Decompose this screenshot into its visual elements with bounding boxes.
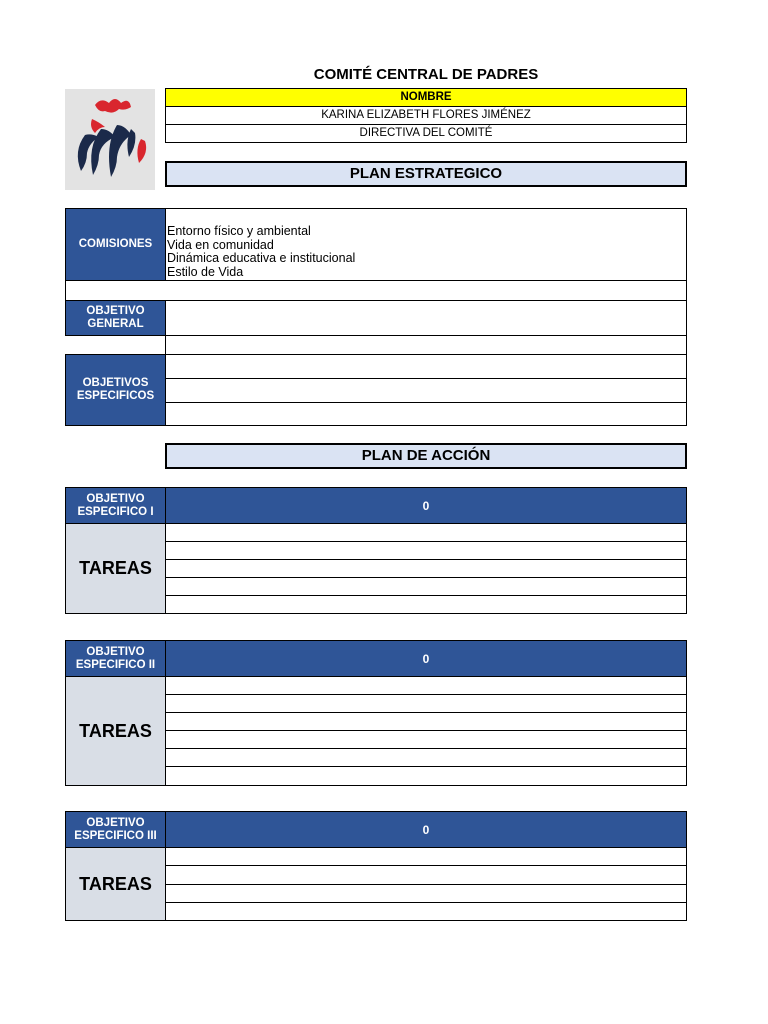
tarea-row[interactable] [165,577,687,596]
tarea-row[interactable] [165,541,687,560]
page-title: COMITÉ CENTRAL DE PADRES [313,66,539,83]
logo [65,89,155,190]
tarea-row[interactable] [165,694,687,713]
nombre-label: NOMBRE [165,88,687,107]
comisiones-list [165,208,687,281]
plan-accion-title: PLAN DE ACCIÓN [165,443,687,469]
rooster-logo-icon [65,89,155,190]
objetivo-especifico-3-label: OBJETIVO ESPECIFICO III [65,811,166,848]
objetivo-especifico-2-label: OBJETIVO ESPECIFICO II [65,640,166,677]
objetivo-especifico-2-value: 0 [165,640,687,677]
plan-estrategico-title: PLAN ESTRATEGICO [165,161,687,187]
objetivo-especifico-cell[interactable] [165,378,687,403]
objetivo-especifico-cell[interactable] [165,402,687,426]
tareas-2-label: TAREAS [65,676,166,786]
comisiones-label: COMISIONES [65,208,166,281]
objetivo-especifico-1-label: OBJETIVO ESPECIFICO I [65,487,166,524]
comision-item: Dinámica educativa e institucional [167,251,356,265]
tarea-row[interactable] [165,865,687,885]
comision-item: Estilo de Vida [167,264,244,279]
objetivo-especifico-3-value: 0 [165,811,687,848]
tarea-row[interactable] [165,559,687,578]
objetivo-general-cell[interactable] [165,300,687,336]
objetivo-especifico-cell[interactable] [165,354,687,379]
comision-item: Entorno físico y ambiental [167,224,311,238]
objetivos-especificos-label: OBJETIVOS ESPECIFICOS [65,354,166,426]
tarea-row[interactable] [165,730,687,749]
cargo-value: DIRECTIVA DEL COMITÉ [165,124,687,143]
objetivo-general-label: OBJETIVO GENERAL [65,300,166,336]
spacer-row [165,335,687,355]
tarea-row[interactable] [165,847,687,866]
tarea-row[interactable] [165,884,687,903]
tarea-row[interactable] [165,595,687,614]
objetivo-especifico-1-value: 0 [165,487,687,524]
tarea-row[interactable] [165,523,687,542]
tarea-row[interactable] [165,748,687,767]
tarea-row[interactable] [165,902,687,921]
tarea-row[interactable] [165,766,687,786]
nombre-value: KARINA ELIZABETH FLORES JIMÉNEZ [165,106,687,125]
tareas-1-label: TAREAS [65,523,166,614]
tarea-row[interactable] [165,712,687,731]
tareas-3-label: TAREAS [65,847,166,921]
comision-item: Vida en comunidad [167,237,274,252]
tarea-row[interactable] [165,676,687,695]
spacer-row [65,280,687,301]
